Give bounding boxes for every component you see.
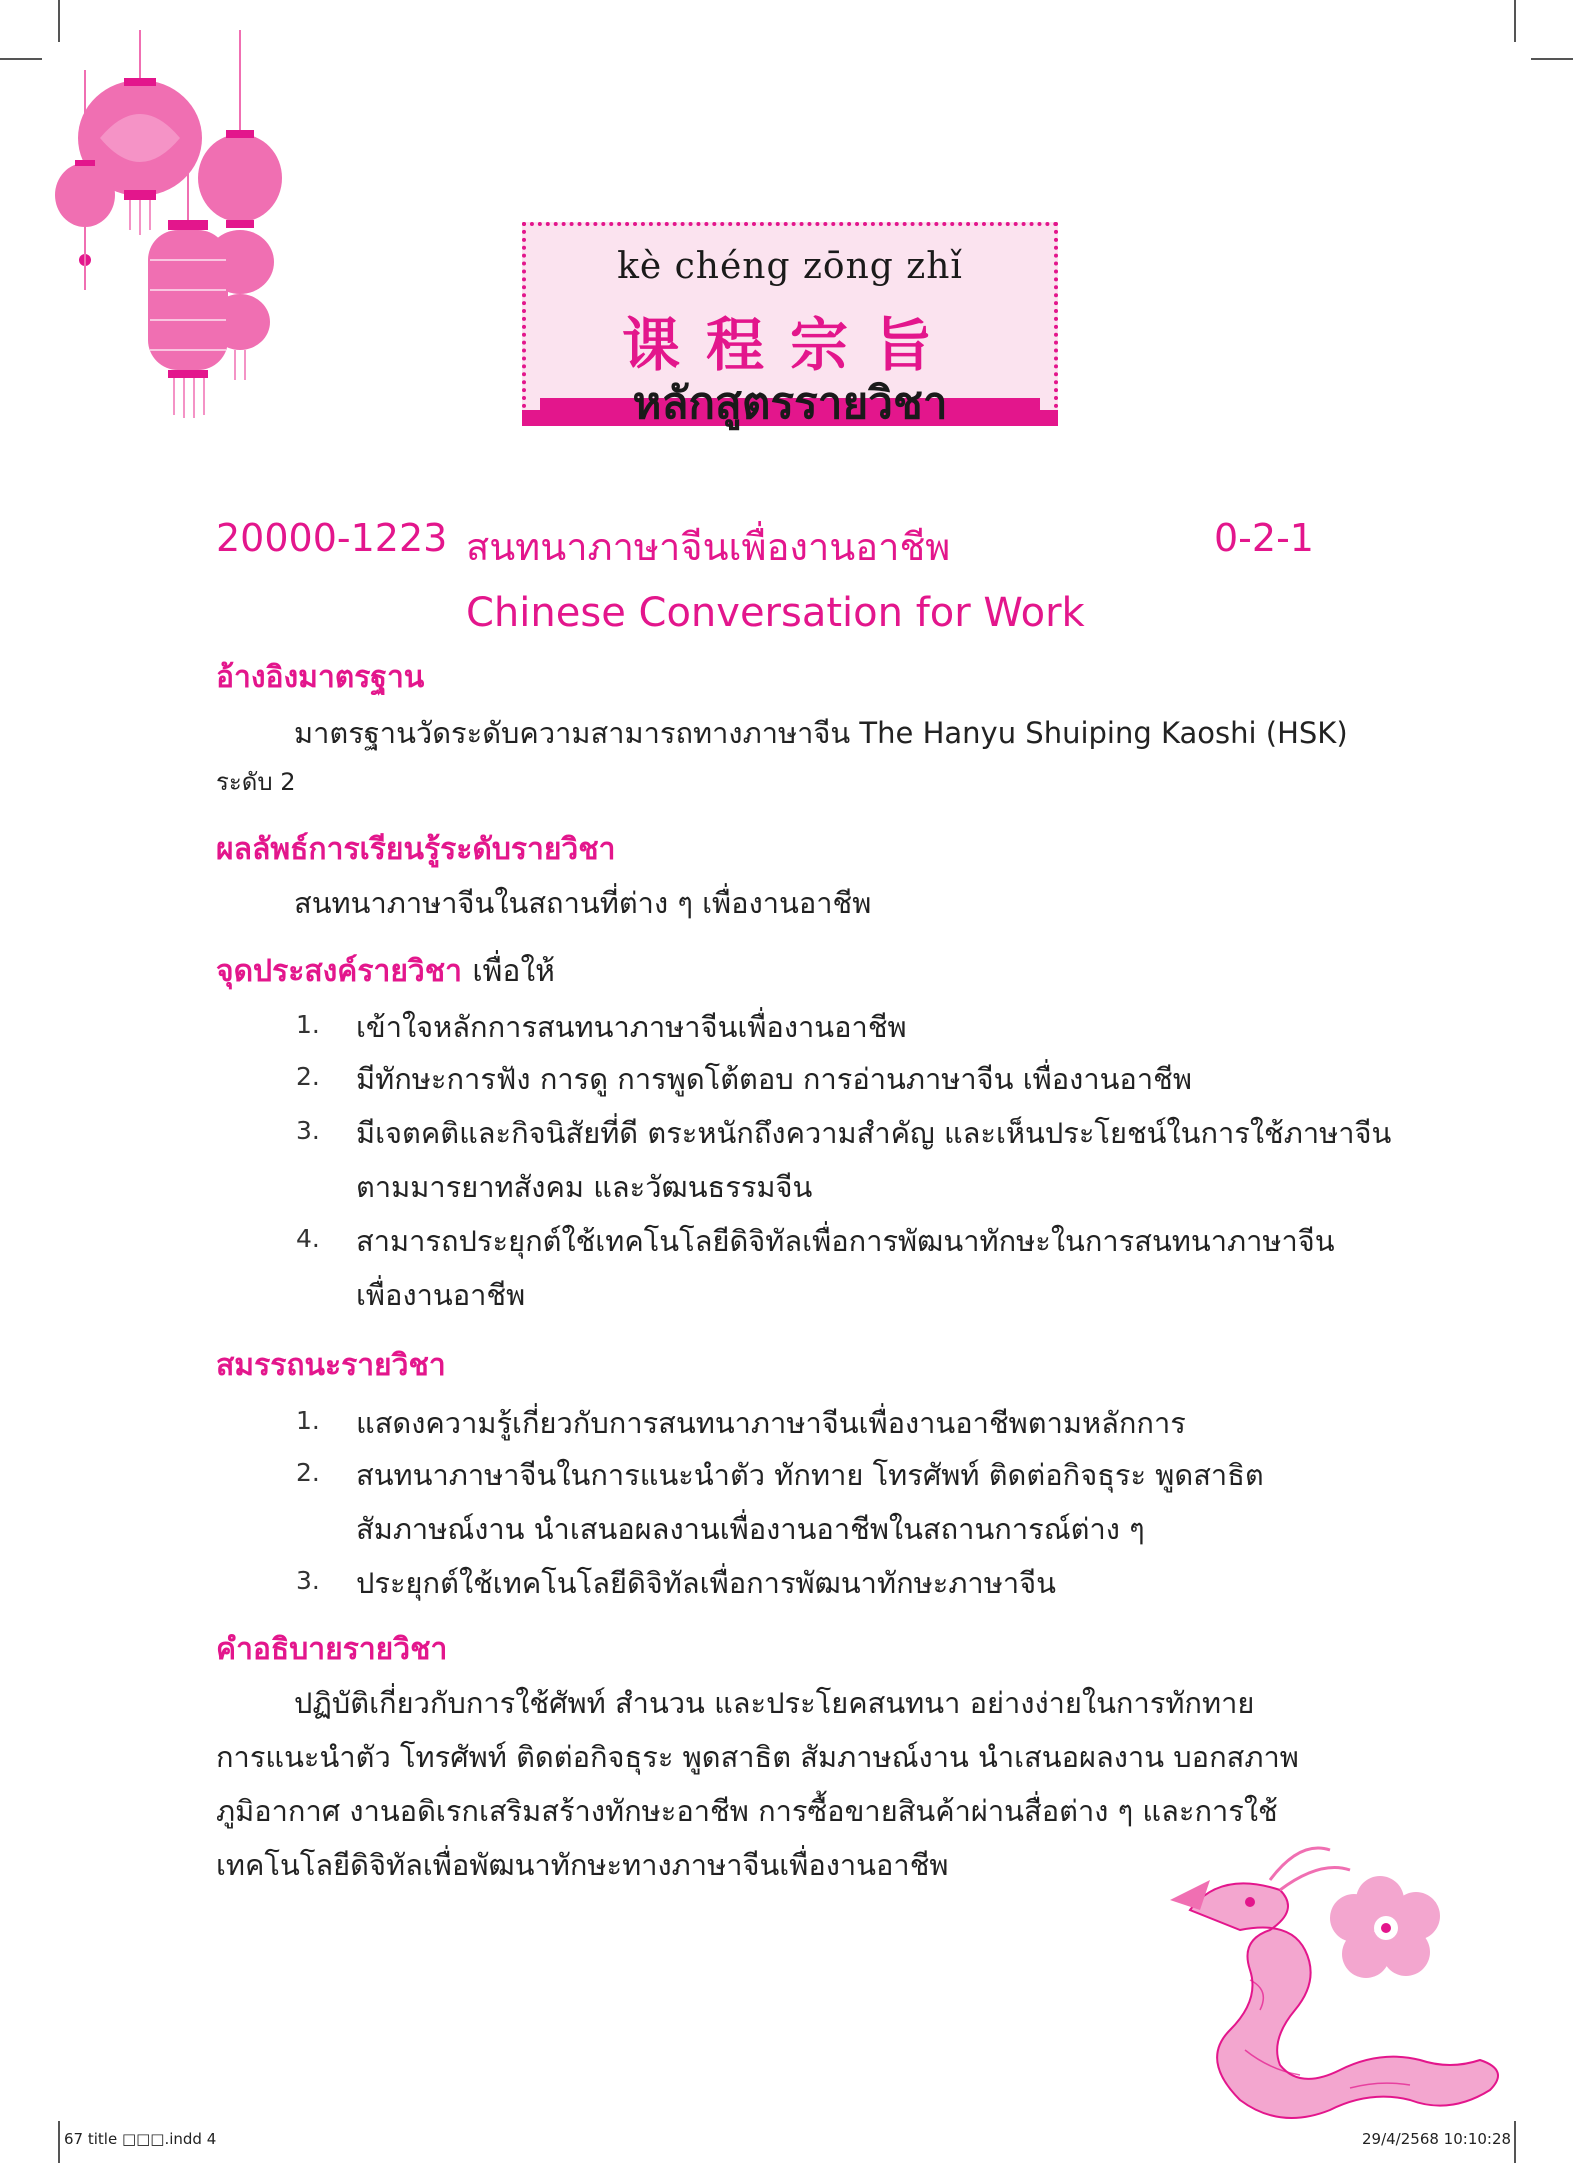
description-text: ปฏิบัติเกี่ยวกับการใช้ศัพท์ สำนวน และประโยคสนทนา อย่างง่ายในการทักทาย <box>294 1686 1255 1720</box>
description-heading: คำอธิบายรายวิชา <box>216 1632 448 1667</box>
list-number: 3. <box>296 1116 320 1145</box>
list-number: 4. <box>296 1224 320 1253</box>
list-item: แสดงความรู้เกี่ยวกับการสนทนาภาษาจีนเพื่องานอาชีพตามหลักการ <box>356 1406 1186 1440</box>
crop-mark <box>58 2121 60 2163</box>
list-number: 3. <box>296 1566 320 1595</box>
objectives-heading-label: จุดประสงค์รายวิชา <box>216 954 462 989</box>
description-text: เทคโนโลยีดิจิทัลเพื่อพัฒนาทักษะทางภาษาจีนเพื่องานอาชีพ <box>216 1848 949 1882</box>
reference-text: มาตรฐานวัดระดับความสามารถทางภาษาจีน The Hanyu Shuiping Kaoshi (HSK) <box>294 716 1348 750</box>
footer-filename: 67 title □□□.indd 4 <box>64 2130 217 2148</box>
competency-heading: สมรรถนะรายวิชา <box>216 1348 446 1383</box>
course-title-th: สนทนาภาษาจีนเพื่องานอาชีพ <box>466 525 951 569</box>
list-item: ตามมารยาทสังคม และวัฒนธรรมจีน <box>356 1170 813 1204</box>
banner-thai-title: หลักสูตรรายวิชา <box>632 378 948 429</box>
list-item: ประยุกต์ใช้เทคโนโลยีดิจิทัลเพื่อการพัฒนาทักษะภาษาจีน <box>356 1566 1056 1600</box>
outcome-heading: ผลลัพธ์การเรียนรู้ระดับรายวิชา <box>216 832 616 867</box>
blossom-icon <box>1330 1876 1440 1978</box>
course-credits: 0-2-1 <box>1214 516 1314 560</box>
reference-heading: อ้างอิงมาตรฐาน <box>216 660 425 695</box>
list-number: 1. <box>296 1406 320 1435</box>
list-item: สามารถประยุกต์ใช้เทคโนโลยีดิจิทัลเพื่อการพัฒนาทักษะในการสนทนาภาษาจีน <box>356 1224 1335 1258</box>
list-item: สนทนาภาษาจีนในการแนะนำตัว ทักทาย โทรศัพท์ ติดต่อกิจธุระ พูดสาธิต <box>356 1458 1264 1492</box>
reference-text: ระดับ 2 <box>216 768 296 796</box>
list-item: สัมภาษณ์งาน นำเสนอผลงานเพื่องานอาชีพในสถานการณ์ต่าง ๆ <box>356 1512 1145 1546</box>
objectives-heading-suffix: เพื่อให้ <box>472 954 555 989</box>
description-text: การแนะนำตัว โทรศัพท์ ติดต่อกิจธุระ พูดสาธิต สัมภาษณ์งาน นำเสนอผลงาน บอกสภาพ <box>216 1740 1299 1774</box>
crop-mark <box>1531 58 1573 60</box>
crop-mark <box>0 58 42 60</box>
description-text: ภูมิอากาศ งานอดิเรกเสริมสร้างทักษะอาชีพ การซื้อขายสินค้าผ่านสื่อต่าง ๆ และการใช้ <box>216 1794 1278 1828</box>
list-item: มีเจตคติและกิจนิสัยที่ดี ตระหนักถึงความสำคัญ และเห็นประโยชน์ในการใช้ภาษาจีน <box>356 1116 1392 1150</box>
dragon-illustration <box>1130 1840 1570 2140</box>
list-number: 1. <box>296 1010 320 1039</box>
course-title-en: Chinese Conversation for Work <box>466 590 1085 636</box>
objectives-heading <box>216 948 555 995</box>
lantern-icon <box>55 163 115 227</box>
lanterns-illustration <box>40 30 300 420</box>
list-item: เพื่องานอาชีพ <box>356 1278 526 1312</box>
list-number: 2. <box>296 1062 320 1091</box>
course-code: 20000-1223 <box>216 516 448 560</box>
outcome-text: สนทนาภาษาจีนในสถานที่ต่าง ๆ เพื่องานอาชีพ <box>294 886 872 920</box>
crop-mark <box>1514 0 1516 42</box>
banner-hanzi: 课程宗旨 <box>621 311 958 379</box>
list-item: เข้าใจหลักการสนทนาภาษาจีนเพื่องานอาชีพ <box>356 1010 907 1044</box>
footer-timestamp: 29/4/2568 10:10:28 <box>1362 2130 1512 2148</box>
list-number: 2. <box>296 1458 320 1487</box>
banner-pinyin: kè chéng zōng zhǐ <box>617 246 963 287</box>
list-item: มีทักษะการฟัง การดู การพูดโต้ตอบ การอ่านภาษาจีน เพื่องานอาชีพ <box>356 1062 1192 1096</box>
lantern-icon <box>198 134 282 222</box>
